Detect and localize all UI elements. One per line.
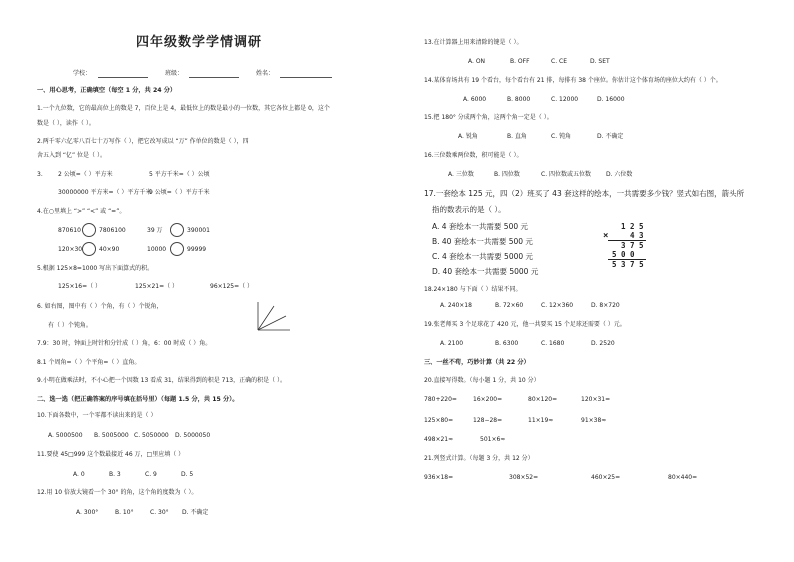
q14-option-b: B. 8000 <box>507 96 531 103</box>
q20-r3-1: 498×21≈ <box>424 436 454 443</box>
q20-r1-1: 780+220= <box>424 396 457 403</box>
q11-option-b: B. 3 <box>109 471 121 478</box>
q4-row2-a: 120×30 <box>58 246 83 253</box>
q15-option-a: A. 锐角 <box>458 133 478 140</box>
q4-row1-c: 39 万 <box>147 227 163 234</box>
question-12: 12.用 10 倍放大镜看一个 30° 的角，这个角的度数为（ ）。 <box>37 489 198 496</box>
q18-option-c: C. 12×360 <box>541 302 574 309</box>
q20-r1-4: 120×31= <box>581 396 611 403</box>
question-7: 7.9：30 时，钟面上时针和分针成（ ）角，6：00 时成（ ）角。 <box>37 340 212 347</box>
q19-option-b: B. 6300 <box>495 340 519 347</box>
q21-item-2: 308×52= <box>509 474 539 481</box>
q11-option-d: D. 5 <box>181 471 194 478</box>
compare-circle[interactable] <box>82 242 96 256</box>
question-10: 10.下面各数中，一个零都不读出来的是（ ） <box>37 412 157 419</box>
q17-option-a: A. 4 套绘本一共需要 500 元 <box>432 222 529 231</box>
page-title: 四年级数学学情调研 <box>136 35 263 50</box>
question-18: 18.24×180 与下面（ ）结果不同。 <box>424 286 522 293</box>
question-5: 5.根据 125×8=1000 写出下面算式的积。 <box>37 265 154 272</box>
q21-item-1: 936×18= <box>424 474 454 481</box>
q17-option-d: D. 40 套绘本一共需要 5000 元 <box>432 267 539 276</box>
q5-item-2: 125×21=（ ） <box>135 283 179 290</box>
q20-r2-1: 125×80= <box>424 417 454 424</box>
compare-circle[interactable] <box>170 223 184 237</box>
question-21: 21.列竖式计算。（每题 3 分，共 12 分） <box>424 455 534 462</box>
q15-option-c: C. 钝角 <box>551 133 572 140</box>
q10-option-a: A. 5000500 <box>48 432 83 439</box>
q12-option-d: D. 不确定 <box>182 509 209 516</box>
q21-item-3: 460×25= <box>591 474 621 481</box>
question-17-line-2: 指的数表示的是（ ）。 <box>432 205 506 214</box>
question-9: 9.小明在做乘法时，不小心把一个因数 13 看成 31，结果得到的积是 713，正确的积是（ ）。 <box>37 377 286 384</box>
q13-option-d: D. SET <box>590 58 610 65</box>
q17-option-c: C. 4 套绘本一共需要 5000 元 <box>432 252 534 261</box>
vertical-calc-row-4: 5 0 0 <box>612 250 635 259</box>
vertical-calc-row-5: 5 3 7 5 <box>612 260 644 269</box>
question-20: 20.直接写得数。（每小题 1 分，共 10 分） <box>424 377 540 384</box>
q16-option-b: B. 四位数 <box>494 171 520 178</box>
question-3-item-1: 2 公顷=（ ）平方米 <box>58 171 113 178</box>
question-3-item-3: 30000000 平方米=（ ）平方千米 <box>58 189 152 196</box>
question-2-line-2: 舍五入到 “亿” 位是（ ）。 <box>37 152 106 159</box>
q13-option-a: A. ON <box>468 58 486 65</box>
question-13: 13.在计算器上用来清除的键是（ ）。 <box>424 39 523 46</box>
question-4: 4.在○里填上 “>” “<” 或 “=”。 <box>37 208 126 215</box>
section-1-heading: 一、用心思考，正确填空（每空 1 分，共 24 分） <box>37 87 177 94</box>
q16-option-d: D. 六位数 <box>606 171 633 178</box>
question-8: 8.1 个周角=（ ）个平角=（ ）直角。 <box>37 359 141 366</box>
q20-r2-4: 91×38≈ <box>581 417 607 424</box>
question-1-line-2: 数是（ ），读作（ ）。 <box>37 120 95 127</box>
name-label: 姓名： <box>256 70 275 77</box>
q14-option-d: D. 16000 <box>597 96 625 103</box>
compare-circle[interactable] <box>170 242 184 256</box>
q14-option-a: A. 6000 <box>463 96 487 103</box>
q17-option-b: B. 40 套绘本一共需要 500 元 <box>432 237 533 246</box>
q5-item-1: 125×16=（ ） <box>58 283 102 290</box>
q20-r1-2: 16×200= <box>473 396 503 403</box>
question-16: 16.三位数乘两位数，积可能是（ ）。 <box>424 152 523 159</box>
q10-option-c: C. 5050000 <box>134 432 169 439</box>
question-6-line-2: 有（ ）个钝角。 <box>48 322 92 329</box>
q18-option-d: D. 8×720 <box>591 302 620 309</box>
q18-option-a: A. 240×18 <box>440 302 472 309</box>
vertical-calc-row-1: 1 2 5 <box>621 222 644 231</box>
question-11: 11.要使 45□999 这个数最接近 46 万，□里应填（ ） <box>37 451 185 458</box>
q4-row2-b: 40×90 <box>99 246 120 253</box>
q20-r2-2: 128−28= <box>473 417 503 424</box>
question-3-item-2: 5 平方千米=（ ）公顷 <box>149 171 210 178</box>
class-line <box>189 77 239 78</box>
q4-row1-a: 870610 <box>58 227 81 234</box>
question-2-line-1: 2.两千零六亿零八百七十万写作（ ），把它改写成以 “万” 作单位的数是（ ），四 <box>37 138 249 145</box>
vertical-calc-operator: × <box>603 231 609 241</box>
q4-row2-d: 99999 <box>187 246 207 253</box>
q12-option-b: B. 10° <box>115 509 134 516</box>
section-3-heading: 三、一丝不苟，巧妙计算（共 22 分） <box>424 359 530 366</box>
compare-circle[interactable] <box>82 223 96 237</box>
q16-option-c: C. 四位数或五位数 <box>541 171 592 178</box>
school-label: 学校： <box>73 70 92 77</box>
q20-r1-3: 80×120= <box>528 396 558 403</box>
question-15: 15.把 180° 分成两个角，这两个角一定是（ ）。 <box>424 114 553 121</box>
q18-option-b: B. 72×60 <box>495 302 524 309</box>
q10-option-b: B. 5005000 <box>94 432 129 439</box>
q11-option-c: C. 9 <box>145 471 157 478</box>
q16-option-a: A. 三位数 <box>448 171 474 178</box>
question-3-item-4: 9 公顷=（ ）平方千米 <box>149 189 210 196</box>
q13-option-b: B. OFF <box>510 58 530 65</box>
q4-row1-b: 7806100 <box>99 227 126 234</box>
question-1-line-1: 1.一个九位数，它的最高位上的数是 7，百位上是 4，最低位上的数是最小的一位数，其它各位上都是 0，这个 <box>37 105 330 112</box>
q21-item-4: 80×440= <box>668 474 698 481</box>
question-14: 14.某体育场共有 19 个看台，每个看台有 21 排，每排有 38 个座位。你估计这个体育场的座位大约有（ ）个。 <box>424 77 722 84</box>
school-line <box>98 77 148 78</box>
question-19: 19.张老师买 3 个足球花了 420 元，他一共要买 15 个足球还需要（ ）元。 <box>424 321 626 328</box>
q20-r3-2: 501×6≈ <box>480 436 506 443</box>
q12-option-a: A. 300° <box>76 509 99 516</box>
vertical-calc-row-2: 4 3 <box>630 231 644 240</box>
q13-option-c: C. CE <box>551 58 567 65</box>
question-17-line-1: 17.一套绘本 125 元，四（2）班买了 43 套这样的绘本，一共需要多少钱？竖式如右图，箭头所 <box>424 189 745 198</box>
q5-item-3: 96×125=（ ） <box>210 283 254 290</box>
q19-option-a: A. 2100 <box>440 340 464 347</box>
q15-option-d: D. 不确定 <box>597 133 624 140</box>
q19-option-c: C. 1680 <box>541 340 565 347</box>
q19-option-d: D. 2520 <box>591 340 615 347</box>
question-6-line-1: 6. 如右图，图中有（ ）个角，有（ ）个锐角， <box>37 303 163 310</box>
q15-option-b: B. 直角 <box>507 133 527 140</box>
angle-figure <box>252 298 292 332</box>
q4-row2-c: 10000 <box>147 246 167 253</box>
q4-row1-d: 390001 <box>187 227 210 234</box>
class-label: 班级： <box>165 70 184 77</box>
section-2-heading: 二、选一选（把正确答案的序号填在括号里）（每题 1.5 分，共 15 分）。 <box>37 396 239 403</box>
question-3-number: 3. <box>37 171 43 178</box>
q12-option-c: C. 30° <box>150 509 169 516</box>
vertical-calc-row-3: 3 7 5 <box>621 241 644 250</box>
q11-option-a: A. 0 <box>73 471 85 478</box>
q10-option-d: D. 5000050 <box>175 432 211 439</box>
q14-option-c: C. 12000 <box>551 96 579 103</box>
q20-r2-3: 11×19≈ <box>528 417 554 424</box>
name-line <box>280 77 332 78</box>
